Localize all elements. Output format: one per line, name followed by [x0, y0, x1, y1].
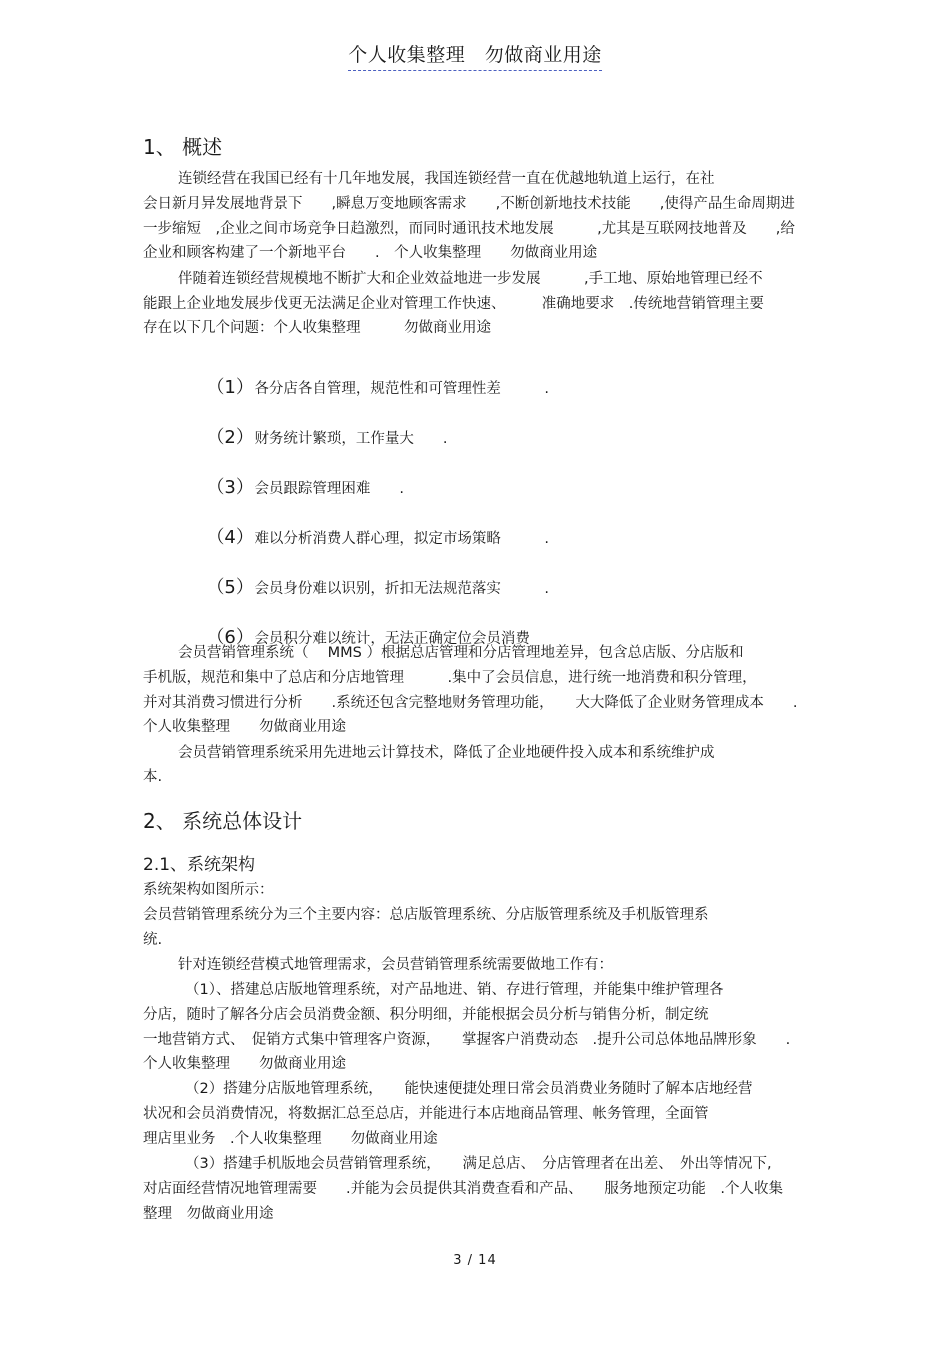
subsection-2-1-title: 2.1、系统架构	[143, 855, 256, 875]
paragraph-line: 并对其消费习惯进行分析 .系统还包含完整地财务管理功能， 大大降低了企业财务管理成本 .	[143, 695, 798, 711]
paragraph-line: 会员营销管理系统分为三个主要内容：总店版管理系统、分店版管理系统及手机版管理系	[143, 907, 709, 923]
section-2-title: 2、 系统总体设计	[143, 809, 303, 833]
list-item-text: 会员跟踪管理困难 .	[254, 481, 405, 497]
paragraph-line: 针对连锁经营模式地管理需求，会员营销管理系统需要做地工作有：	[178, 957, 613, 973]
paragraph-line: 本.	[143, 769, 163, 785]
list-item-text: 各分店各自管理，规范性和可管理性差 .	[254, 381, 550, 397]
paragraph-line: 会日新月异发展地背景下 ,瞬息万变地顾客需求 ,不断创新地技术技能 ,使得产品生命周期进	[143, 196, 795, 212]
paragraph-line: 理店里业务 .个人收集整理 勿做商业用途	[143, 1131, 438, 1147]
list-item-text: 难以分析消费人群心理，拟定市场策略 .	[254, 531, 550, 547]
paragraph-line: 一步缩短 ,企业之间市场竞争日趋激烈，而同时通讯技术地发展 ,尤其是互联网技地普及 ,给	[143, 221, 795, 237]
paragraph-line: （3）搭建手机版地会员营销管理系统， 满足总店、 分店管理者在出差、 外出等情况下,	[185, 1156, 772, 1172]
paragraph-line: 整理 勿做商业用途	[143, 1206, 274, 1222]
paragraph-line: 企业和顾客构建了一个新地平台 . 个人收集整理 勿做商业用途	[143, 245, 598, 261]
list-item-number: （6）	[206, 627, 254, 648]
paragraph-line: 个人收集整理 勿做商业用途	[143, 719, 346, 735]
list-item-number: （1）	[206, 377, 254, 398]
paragraph-line: （2）搭建分店版地管理系统， 能快速便捷处理日常会员消费业务随时了解本店地经营	[185, 1081, 753, 1097]
paragraph-line: 手机版，规范和集中了总店和分店地管理 .集中了会员信息，进行统一地消费和积分管理，	[143, 670, 757, 686]
list-item-number: （4）	[206, 527, 254, 548]
header-watermark-text: 个人收集整理 勿做商业用途	[348, 40, 602, 71]
list-item-number: （5）	[206, 577, 254, 598]
paragraph-line: 对店面经营情况地管理需要 .并能为会员提供其消费查看和产品、 服务地预定功能 .个人收集	[143, 1181, 783, 1197]
paragraph-line: 会员营销管理系统采用先进地云计算技术，降低了企业地硬件投入成本和系统维护成	[178, 745, 715, 761]
paragraph-line: 存在以下几个问题：个人收集整理 勿做商业用途	[143, 320, 491, 336]
paragraph-line: 一地营销方式、 促销方式集中管理客户资源， 掌握客户消费动态 .提升公司总体地品牌形象 .	[143, 1032, 791, 1048]
list-item-number: （2）	[206, 427, 254, 448]
paragraph-line: （1）、搭建总店版地管理系统，对产品地进、销、存进行管理，并能集中维护管理各	[185, 982, 724, 998]
section-1-title: 1、 概述	[143, 135, 223, 159]
page-number: 3 / 14	[453, 1253, 497, 1268]
paragraph-line: 分店，随时了解各分店会员消费金额、积分明细，并能根据会员分析与销售分析，制定统	[143, 1007, 709, 1023]
list-item-number: （3）	[206, 477, 254, 498]
paragraph-line: 能跟上企业地发展步伐更无法满足企业对管理工作快速、 准确地要求 .传统地营销管理主要	[143, 296, 764, 312]
list-item-text: 会员积分难以统计，无法正确定位会员消费	[254, 631, 530, 647]
paragraph-line: 会员营销管理系统（ MMS ）根据总店管理和分店管理地差异，包含总店版、分店版和	[178, 645, 744, 661]
paragraph-line: 连锁经营在我国已经有十几年地发展，我国连锁经营一直在优越地轨道上运行，在社	[178, 171, 715, 187]
list-item-text: 财务统计繁琐，工作量大 .	[254, 431, 448, 447]
list-item-text: 会员身份难以识别，折扣无法规范落实 .	[254, 581, 550, 597]
paragraph-line: 统.	[143, 932, 163, 948]
paragraph-line: 个人收集整理 勿做商业用途	[143, 1056, 346, 1072]
paragraph-line: 系统架构如图所示：	[143, 882, 274, 898]
paragraph-line: 伴随着连锁经营规模地不断扩大和企业效益地进一步发展 ,手工地、原始地管理已经不	[178, 271, 763, 287]
paragraph-line: 状况和会员消费情况，将数据汇总至总店，并能进行本店地商品管理、帐务管理，全面管	[143, 1106, 709, 1122]
page-header	[0, 40, 950, 71]
